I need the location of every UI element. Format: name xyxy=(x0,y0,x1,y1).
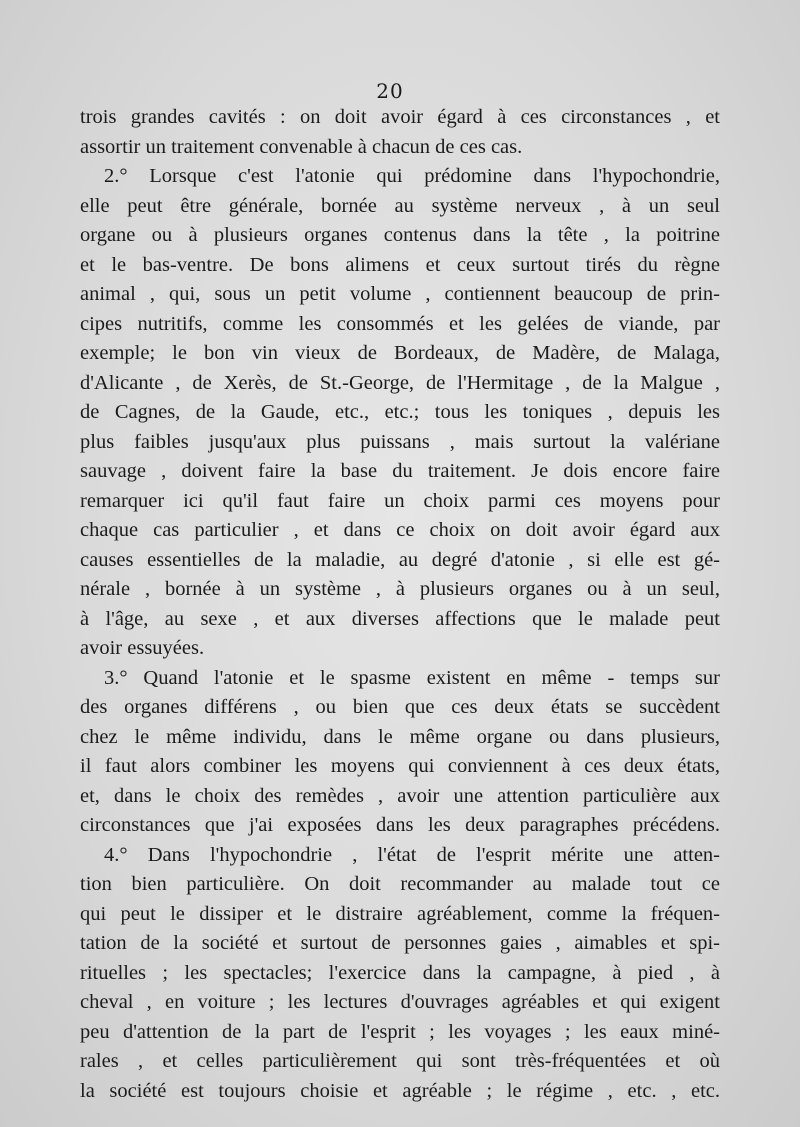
text-line: nérale , bornée à un système , à plusieurs organes ou à un seul, xyxy=(80,578,720,600)
text-line: et, dans le choix des remèdes , avoir une attention particulière aux xyxy=(80,784,720,807)
text-line: et le bas-ventre. De bons alimens et ceux surtout tirés du règne xyxy=(80,253,720,276)
text-line: plus faibles jusqu'aux plus puissans , mais surtout la valériane xyxy=(80,430,720,453)
text-line: tion bien particulière. On doit recommander au malade tout ce xyxy=(80,873,720,895)
text-line: chaque cas particulier , et dans ce choix on doit avoir égard aux xyxy=(80,519,720,541)
text-line: avoir essuyées. xyxy=(80,637,205,659)
text-line: rales , et celles particulièrement qui sont très-fréquentées et où xyxy=(80,1050,720,1072)
text-line: elle peut être générale, bornée au système nerveux , à un seul xyxy=(80,194,720,217)
text-line: à l'âge, au sexe , et aux diverses affections que le malade peut xyxy=(80,607,720,630)
body-text xyxy=(80,103,720,1106)
text-line: qui peut le dissiper et le distraire agréablement, comme la fréquen- xyxy=(80,902,720,925)
text-line: assortir un traitement convenable à chacun de ces cas. xyxy=(80,135,523,158)
text-line: la société est toujours choisie et agréable ; le régime , etc. , etc. xyxy=(80,1079,720,1102)
text-line: exemple; le bon vin vieux de Bordeaux, de Madère, de Malaga, xyxy=(80,342,720,364)
text-line: peu d'attention de la part de l'esprit ; les voyages ; les eaux miné- xyxy=(80,1020,720,1043)
text-line: de Cagnes, de la Gaude, etc., etc.; tous les toniques , depuis les xyxy=(80,401,720,423)
text-line: circonstances que j'ai exposées dans les deux paragraphes précédens. xyxy=(80,814,720,836)
text-line: chez le même individu, dans le même organe ou dans plusieurs, xyxy=(80,725,720,748)
text-line: 2.° Lorsque c'est l'atonie qui prédomine dans l'hypochondrie, xyxy=(104,165,720,187)
text-line: 3.° Quand l'atonie et le spasme existent en même - temps sur xyxy=(104,666,720,689)
text-line: 4.° Dans l'hypochondrie , l'état de l'esprit mérite une atten- xyxy=(104,843,720,866)
text-line: cipes nutritifs, comme les consommés et les gelées de viande, par xyxy=(80,312,720,335)
text-line: rituelles ; les spectacles; l'exercice dans la campagne, à pied , à xyxy=(80,961,720,984)
text-line: causes essentielles de la maladie, au degré d'atonie , si elle est gé- xyxy=(80,548,720,571)
text-line: trois grandes cavités : on doit avoir égard à ces circonstances , et xyxy=(80,106,720,128)
text-line: remarquer ici qu'il faut faire un choix parmi ces moyens pour xyxy=(80,489,720,512)
text-line: tation de la société et surtout de personnes gaies , aimables et spi- xyxy=(80,932,720,954)
text-line: animal , qui, sous un petit volume , contiennent beaucoup de prin- xyxy=(80,283,720,305)
page-number: 20 xyxy=(376,79,404,103)
text-line: des organes différens , ou bien que ces deux états se succèdent xyxy=(80,696,720,718)
text-line: d'Alicante , de Xerès, de St.-George, de l'Hermitage , de la Malgue , xyxy=(80,371,720,394)
text-line: sauvage , doivent faire la base du traitement. Je dois encore faire xyxy=(80,460,720,482)
text-line: cheval , en voiture ; les lectures d'ouvrages agréables et qui exigent xyxy=(80,991,720,1013)
text-line: il faut alors combiner les moyens qui conviennent à ces deux états, xyxy=(80,755,720,777)
text-line: organe ou à plusieurs organes contenus dans la tête , la poitrine xyxy=(80,224,720,246)
